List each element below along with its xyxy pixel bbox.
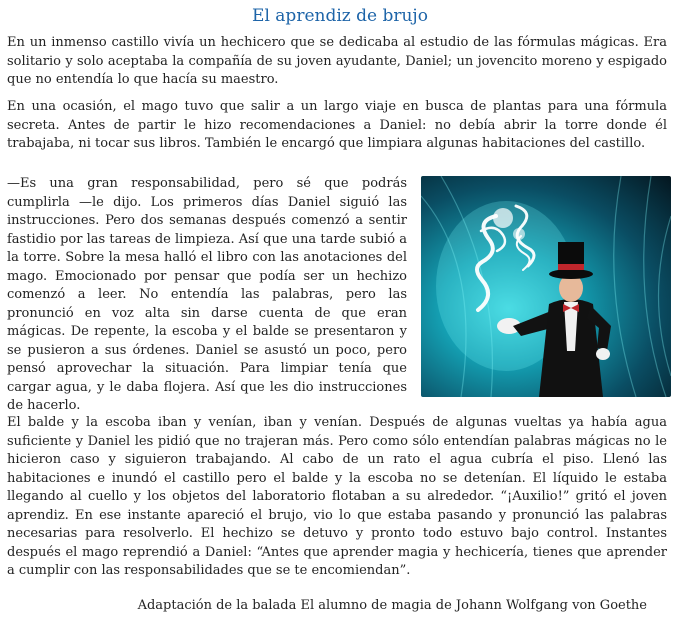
paragraph-4: El balde y la escoba iban y venían, iban y venían. Después de algunas vueltas ya había agua suficiente y Daniel les pidió que no trajeran más. Pero como sólo entendían palabras mágicas no le hicieron caso y siguieron trabajando. Al cabo de un rato el agua cubría el piso. Llenó las habitaciones e inundó el castillo pero el balde y la escoba no se detenían. El líquido le estaba llegando al cuello y los objetos del laboratorio flotaban a su alrededor. “¡Auxilio!” gritó el joven aprendiz. En ese instante apareció el brujo, vio lo que estaba pasando y pronunció las palabras necesarias para resolverlo. El hechizo se detuvo y pronto todo estuvo bajo control. Instantes después el mago reprendió a Daniel: “Antes que aprender magia y hechicería, tienes que aprender a cumplir con las responsabilidades que se te encomiendan”. [7, 415, 667, 578]
paragraph-2: En una ocasión, el mago tuvo que salir a un largo viaje en busca de plantas para una fórmula secreta. Antes de partir le hizo recomendaciones a Daniel: no debía abrir la torre donde él trabajaba, ni tocar sus libros. También le encargó que limpiara algunas habitaciones del castillo. [7, 99, 667, 151]
paragraph-3: —Es una gran responsabilidad, pero sé que podrás cumplirla —le dijo. Los primeros días Daniel siguió las instrucciones. Pero dos semanas después comenzó a sentir fastidio por las tareas de limpieza. Así que una tarde subió a la torre. Sobre la mesa halló el libro con las anotaciones del mago. Emocionado por pensar que podía ser un hechizo comenzó a leer. No entendía las palabras, pero las pronunció en voz alta sin darse cuenta de que eran mágicas. De repente, la escoba y el balde se presentaron y se pusieron a sus órdenes. Daniel se asustó un poco, pero pensó aprovechar la situación. Para limpiar tenía que cargar agua, y le daba flojera. Así que les dio instrucciones de hacerlo. [7, 176, 407, 413]
magician-illustration [421, 176, 671, 397]
paragraph-1: En un inmenso castillo vivía un hechicero que se dedicaba al estudio de las fórmulas mágicas. Era solitario y solo aceptaba la compañía de su joven ayudante, Daniel; un jovencito moreno y espigado que no entendía lo que hacía su maestro. [7, 35, 667, 87]
magician-image [421, 176, 671, 397]
source-credit: Adaptación de la balada El alumno de magia de Johann Wolfgang von Goethe [137, 598, 647, 613]
story-title: El aprendiz de brujo [252, 6, 428, 26]
